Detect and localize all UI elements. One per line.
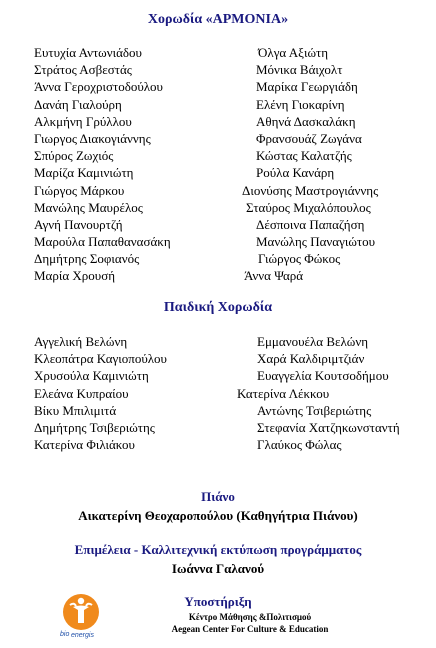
choir-member: Άννα Ψαρά — [244, 268, 304, 284]
sponsor-english-name: Aegean Center For Culture & Education — [171, 624, 329, 634]
choir-member: Όλγα Αξιώτη — [258, 45, 329, 60]
bio-energis-logo — [58, 591, 104, 639]
choir-member: Μαρία Χρουσή — [34, 268, 116, 284]
choir-member: Αθηνά Δασκαλάκη — [256, 113, 356, 129]
choir-member: Ρούλα Κανάρη — [256, 165, 335, 181]
kids-member: Κατερίνα Φιλιάκου — [34, 437, 135, 453]
choir-member: Μανώλης Παναγιώτου — [256, 234, 376, 250]
kids-member: Δημήτρης Τσιβεριώτης — [34, 419, 155, 435]
choir-member: Δέσποινα Παπαζήση — [256, 216, 365, 232]
piano-title: Πιάνο — [201, 489, 235, 504]
choir-member: Δημήτρης Σοφιανός — [34, 251, 140, 267]
choir-member: Γιωργος Διακογιάννης — [34, 130, 151, 146]
choir-member: Μανώλης Μαυρέλος — [34, 199, 143, 215]
choir-member: Μαρίκα Γεωργιάδη — [256, 79, 358, 95]
choir-member: Σπύρος Ζωχιός — [34, 148, 114, 164]
choir-member: Μαρούλα Παπαθανασάκη — [34, 234, 171, 250]
credits-title: Επιμέλεια - Καλλιτεχνική εκτύπωση προγράμματος — [74, 542, 362, 557]
kids-member: Εμμανουέλα Βελώνη — [257, 334, 368, 349]
kids-member: Γλαύκος Φώλας — [257, 437, 342, 453]
svg-text:energis: energis — [71, 632, 94, 639]
kids-member: Κατερίνα Λέκκου — [237, 385, 330, 401]
choir-member: Δανάη Γιαλούρη — [34, 96, 122, 112]
choir-title: Χορωδία «ΑΡΜΟΝΙΑ» — [147, 12, 289, 27]
credits-name: Ιωάννα Γαλανού — [171, 561, 265, 576]
choir-member: Αγνή Πανουρτζή — [34, 216, 123, 232]
choir-member: Άννα Γεροχριστοδούλου — [34, 79, 163, 95]
choir-member: Στράτος Ασβεστάς — [34, 62, 132, 78]
choir-right-column — [242, 44, 378, 285]
choir-member: Διονύσης Μαστρογιάννης — [242, 182, 379, 198]
kids-member: Χρυσούλα Καμινιώτη — [34, 368, 149, 384]
kids-member: Στεφανία Χατζηκωνσταντή — [257, 419, 400, 435]
choir-member: Γιώργος Φώκος — [258, 251, 341, 267]
kids-member: Ελεάνα Κυπραίου — [34, 385, 129, 401]
choir-member: Αλκμήνη Γρύλλου — [34, 113, 132, 129]
kids-left-column — [34, 333, 167, 453]
kids-member: Ευαγγελία Κουτσοδήμου — [257, 368, 389, 384]
choir-member: Μαρίζα Καμινιώτη — [34, 165, 134, 181]
choir-member: Κώστας Καλατζής — [256, 148, 352, 164]
choir-member: Ευτυχία Αντωνιάδου — [34, 45, 142, 60]
choir-member: Φρανσουάζ Ζωγάνα — [256, 130, 362, 146]
kids-member: Χαρά Καλδιριμτζιάν — [257, 351, 365, 367]
kids-member: Κλεοπάτρα Καγιοπούλου — [34, 351, 167, 367]
choir-member: Γιώργος Μάρκου — [34, 182, 125, 198]
piano-performer: Αικατερίνη Θεοχαροπούλου (Καθηγήτρια Πιάνου) — [78, 508, 358, 523]
kids-member: Αγγελική Βελώνη — [34, 334, 128, 349]
support-title: Υποστήριξη — [184, 594, 252, 609]
choir-member: Ελένη Γιοκαρίνη — [256, 96, 345, 112]
kids-member: Βίκυ Μπιλιμιτά — [34, 402, 117, 418]
choir-member: Μόνικα Βάιχολτ — [256, 62, 343, 78]
kids-member: Αντώνης Τσιβεριώτης — [257, 402, 372, 418]
kids-choir-title: Παιδική Χορωδία — [163, 300, 273, 315]
svg-text:bio: bio — [60, 631, 70, 638]
choir-member: Σταύρος Μιχαλόπουλος — [246, 199, 371, 215]
kids-right-column — [237, 333, 400, 453]
sponsor-greek-name: Κέντρο Μάθησης &Πολιτισμού — [188, 612, 312, 622]
choir-left-column — [34, 44, 171, 285]
